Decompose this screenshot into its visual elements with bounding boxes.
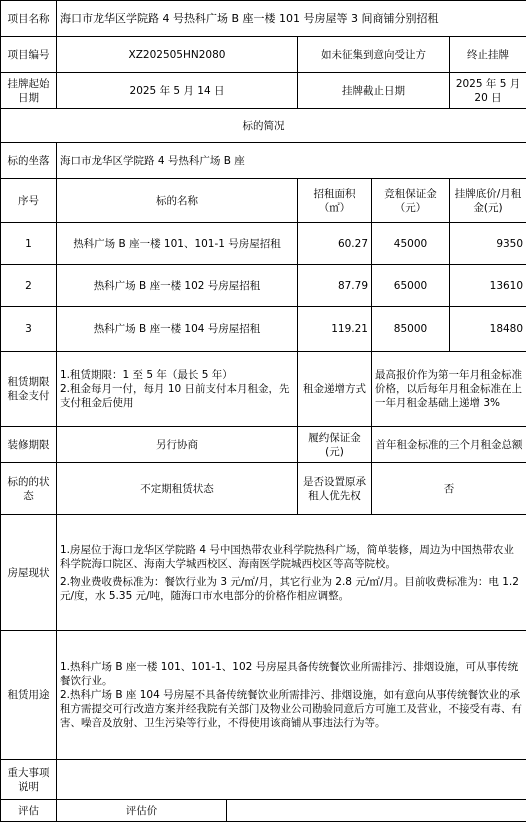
no-bidder-action: 终止挂牌	[450, 37, 526, 73]
start-date-value: 2025 年 5 月 14 日	[57, 73, 298, 109]
row-name: 热科广场 B 座一楼 101、101-1 号房屋招租	[57, 223, 298, 265]
use-text-1: 1.热科广场 B 座一楼 101、101-1、102 号房屋具备传统餐饮业所需排污、排烟设施，可从事传统餐饮行业。	[60, 660, 523, 688]
row-price: 13610	[450, 265, 526, 307]
row-area: 60.27	[298, 223, 372, 265]
project-code-value: XZ202505HN2080	[57, 37, 298, 73]
row-listing-dates	[1, 73, 526, 109]
current-text-2: 2.物业费收费标准为：餐饮行业为 3 元/㎡/月，其它行业为 2.8 元/㎡/月。目前收费标准为：电 1.2 元/度，水 5.35 元/吨，随海口市水电部分的价格作相应调整。	[60, 575, 523, 603]
use-label: 租赁用途	[1, 631, 57, 760]
row-no: 3	[1, 307, 57, 352]
status-text: 不定期租赁状态	[57, 463, 298, 515]
row-deposit: 85000	[372, 307, 450, 352]
lease-text-1: 1.租赁期限：1 至 5 年（最长 5 年）	[60, 368, 294, 382]
row-current-condition	[1, 515, 526, 631]
row-project-name	[1, 1, 526, 37]
row-price: 9350	[450, 223, 526, 265]
status-label: 标的的状态	[1, 463, 57, 515]
increase-text: 最高报价作为第一年月租金标准价格，以后每年月租金标准在上一年月租金基础上递增 3%	[372, 352, 526, 427]
end-date-value: 2025 年 5 月 20 日	[450, 73, 526, 109]
location-label: 标的坐落	[1, 143, 57, 179]
row-major-matters	[1, 760, 526, 800]
row-name: 热科广场 B 座一楼 104 号房屋招租	[57, 307, 298, 352]
project-name-label: 项目名称	[1, 1, 57, 37]
row-status	[1, 463, 526, 515]
row-area: 119.21	[298, 307, 372, 352]
current-text-1: 1.房屋位于海口龙华区学院路 4 号中国热带农业科学院热科广场，简单装修，周边为中国热带农业科学院海口院区、海南大学城西校区、海南医学院城西校区等高等院校。	[60, 543, 523, 571]
lease-text	[57, 352, 298, 427]
table-row	[1, 265, 526, 307]
location-value: 海口市龙华区学院路 4 号热科广场 B 座	[57, 143, 526, 179]
row-deposit: 45000	[372, 223, 450, 265]
row-no: 1	[1, 223, 57, 265]
section-title: 标的简况	[1, 109, 526, 143]
priority-text: 否	[372, 463, 526, 515]
no-bidder-label: 如未征集到意向受让方	[298, 37, 450, 73]
table-row	[1, 307, 526, 352]
row-lease-terms	[1, 352, 526, 427]
major-text	[57, 760, 526, 800]
current-text	[57, 515, 526, 631]
use-text	[57, 631, 526, 760]
increase-label: 租金递增方式	[298, 352, 372, 427]
renovation-text: 另行协商	[57, 427, 298, 463]
major-label: 重大事项说明	[1, 760, 57, 800]
lease-label: 租赁期限租金支付	[1, 352, 57, 427]
row-renovation	[1, 427, 526, 463]
row-area: 87.79	[298, 265, 372, 307]
row-location	[1, 143, 526, 179]
eval-label: 评估	[1, 800, 57, 822]
lease-text-2: 2.租金每月一付，每月 10 日前支付本月租金，先支付租金后使用	[60, 382, 294, 410]
eval-price-value	[227, 800, 526, 822]
header-price: 挂牌底价/月租金(元)	[450, 179, 526, 223]
start-date-label: 挂牌起始日期	[1, 73, 57, 109]
renovation-label: 装修期限	[1, 427, 57, 463]
row-lease-use	[1, 631, 526, 760]
priority-label: 是否设置原承租人优先权	[298, 463, 372, 515]
perf-deposit-text: 首年租金标准的三个月租金总额	[372, 427, 526, 463]
current-label: 房屋现状	[1, 515, 57, 631]
row-price: 18480	[450, 307, 526, 352]
row-deposit: 65000	[372, 265, 450, 307]
row-name: 热科广场 B 座一楼 102 号房屋招租	[57, 265, 298, 307]
row-project-code	[1, 37, 526, 73]
use-text-2: 2.热科广场 B 座 104 号房屋不具备传统餐饮业所需排污、排烟设施，如有意向从事传统餐饮业的承租方需提交可行改造方案并经我院有关部门及物业公司勘验同意后方可施工及营业，不接受有毒、有害、噪音及放射、卫生污染等行业，不得使用该商铺从事违法行为等。	[60, 688, 523, 730]
row-no: 2	[1, 265, 57, 307]
project-name-value: 海口市龙华区学院路 4 号热科广场 B 座一楼 101 号房屋等 3 间商铺分别招租	[57, 1, 526, 37]
row-section-title	[1, 109, 526, 143]
header-name: 标的名称	[57, 179, 298, 223]
eval-price-label: 评估价	[57, 800, 227, 822]
perf-deposit-label: 履约保证金(元)	[298, 427, 372, 463]
units-header-row	[1, 179, 526, 223]
header-no: 序号	[1, 179, 57, 223]
header-deposit: 竞租保证金（元）	[372, 179, 450, 223]
end-date-label: 挂牌截止日期	[298, 73, 450, 109]
project-code-label: 项目编号	[1, 37, 57, 73]
row-evaluation	[1, 800, 526, 822]
table-row	[1, 223, 526, 265]
header-area: 招租面积（㎡）	[298, 179, 372, 223]
